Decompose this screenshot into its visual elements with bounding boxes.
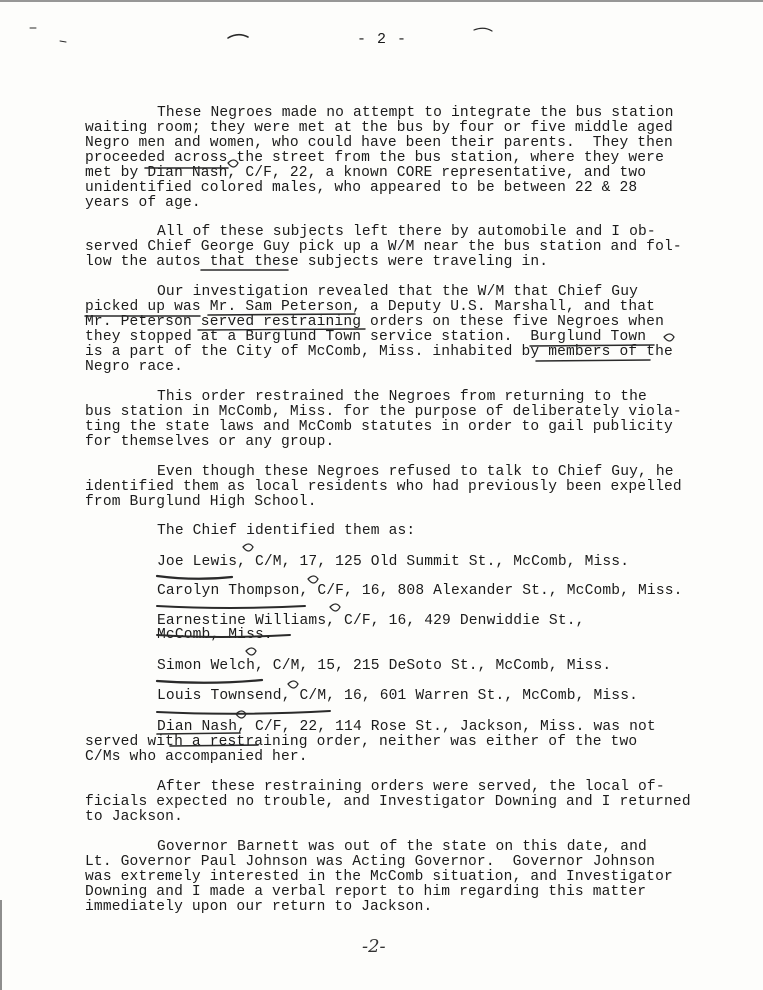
- text-line: ficials expected no trouble, and Investigator Downing and I returned: [85, 794, 691, 810]
- underline-mark: [536, 360, 650, 361]
- text-line: Mr. Peterson served restraining orders on these five Negroes when: [85, 314, 664, 330]
- text-line: proceeded across the street from the bus station, where they were: [85, 150, 664, 166]
- text-line: bus station in McComb, Miss. for the purpose of deliberately viola-: [85, 404, 682, 420]
- text-line: Louis Townsend, C/M, 16, 601 Warren St., McComb, Miss.: [157, 688, 639, 704]
- text-line: picked up was Mr. Sam Peterson, a Deputy U.S. Marshall, and that: [85, 299, 656, 315]
- underline-mark: [198, 329, 365, 330]
- page-number-handwritten: -2-: [362, 936, 386, 957]
- initial-mark: [288, 681, 298, 688]
- underline-mark: [157, 680, 262, 683]
- text-line: Dian Nash, C/F, 22, 114 Rose St., Jackson, Miss. was not: [157, 719, 656, 735]
- text-line: to Jackson.: [85, 809, 183, 825]
- underline-mark: [208, 314, 355, 315]
- text-line: Carolyn Thompson, C/F, 16, 808 Alexander St., McComb, Miss.: [157, 583, 683, 599]
- text-line: low the autos that these subjects were traveling in.: [85, 254, 549, 270]
- text-line: immediately upon our return to Jackson.: [85, 899, 433, 915]
- text-line: The Chief identified them as:: [157, 523, 416, 539]
- text-line: Lt. Governor Paul Johnson was Acting Governor. Governor Johnson: [85, 854, 656, 870]
- text-line: Downing and I made a verbal report to him regarding this matter: [85, 884, 647, 900]
- scan-speck: [60, 41, 66, 42]
- pen-tick-mark: [228, 35, 248, 38]
- text-line: McComb, Miss.: [157, 627, 273, 643]
- underline-mark: [157, 635, 290, 637]
- initial-mark: [308, 576, 318, 583]
- text-line: All of these subjects left there by automobile and I ob-: [157, 224, 656, 240]
- text-line: Our investigation revealed that the W/M that Chief Guy: [157, 284, 639, 300]
- text-line: served with a restraining order, neither was either of the two: [85, 734, 638, 750]
- initial-mark: [664, 334, 674, 341]
- text-line: Governor Barnett was out of the state on this date, and: [157, 839, 647, 855]
- text-line: was extremely interested in the McComb situation, and Investigator: [85, 869, 673, 885]
- initial-mark: [243, 544, 253, 551]
- underline-mark: [157, 576, 232, 579]
- text-line: Joe Lewis, C/M, 17, 125 Old Summit St., McComb, Miss.: [157, 554, 630, 570]
- text-line: waiting room; they were met at the bus by four or five middle aged: [85, 120, 673, 136]
- text-line: These Negroes made no attempt to integrate the bus station: [157, 105, 674, 121]
- text-line: identified them as local residents who had previously been expelled: [85, 479, 682, 495]
- underline-mark: [530, 345, 654, 346]
- initial-mark: [246, 648, 256, 655]
- text-line: from Burglund High School.: [85, 494, 317, 510]
- page-number-header: - 2 -: [357, 31, 408, 48]
- text-line: unidentified colored males, who appeared to be between 22 & 28: [85, 180, 638, 196]
- underline-mark: [157, 606, 305, 608]
- text-line: Negro race.: [85, 359, 183, 375]
- underline-mark: [170, 745, 258, 746]
- text-line: Simon Welch, C/M, 15, 215 DeSoto St., McComb, Miss.: [157, 658, 612, 674]
- text-line: met by Dian Nash, C/F, 22, a known CORE representative, and two: [85, 165, 647, 181]
- text-line: C/Ms who accompanied her.: [85, 749, 308, 765]
- text-line: is a part of the City of McComb, Miss. inhabited by members of the: [85, 344, 673, 360]
- initial-mark: [330, 604, 340, 611]
- text-line: served Chief George Guy pick up a W/M near the bus station and fol-: [85, 239, 682, 255]
- text-line: After these restraining orders were served, the local of-: [157, 779, 665, 795]
- text-line: Even though these Negroes refused to talk to Chief Guy, he: [157, 464, 674, 480]
- text-line: they stopped at a Burglund Town service station. Burglund Town: [85, 329, 647, 345]
- pen-tick-mark: [474, 28, 492, 31]
- text-line: for themselves or any group.: [85, 434, 335, 450]
- text-line: Negro men and women, who could have been their parents. They then: [85, 135, 673, 151]
- text-line: Earnestine Williams, C/F, 16, 429 Denwiddie St.,: [157, 613, 585, 629]
- initial-mark: [228, 160, 238, 167]
- text-line: years of age.: [85, 195, 201, 211]
- underline-mark: [157, 733, 240, 734]
- text-line: ting the state laws and McComb statutes in order to gail publicity: [85, 419, 673, 435]
- text-line: This order restrained the Negroes from returning to the: [157, 389, 647, 405]
